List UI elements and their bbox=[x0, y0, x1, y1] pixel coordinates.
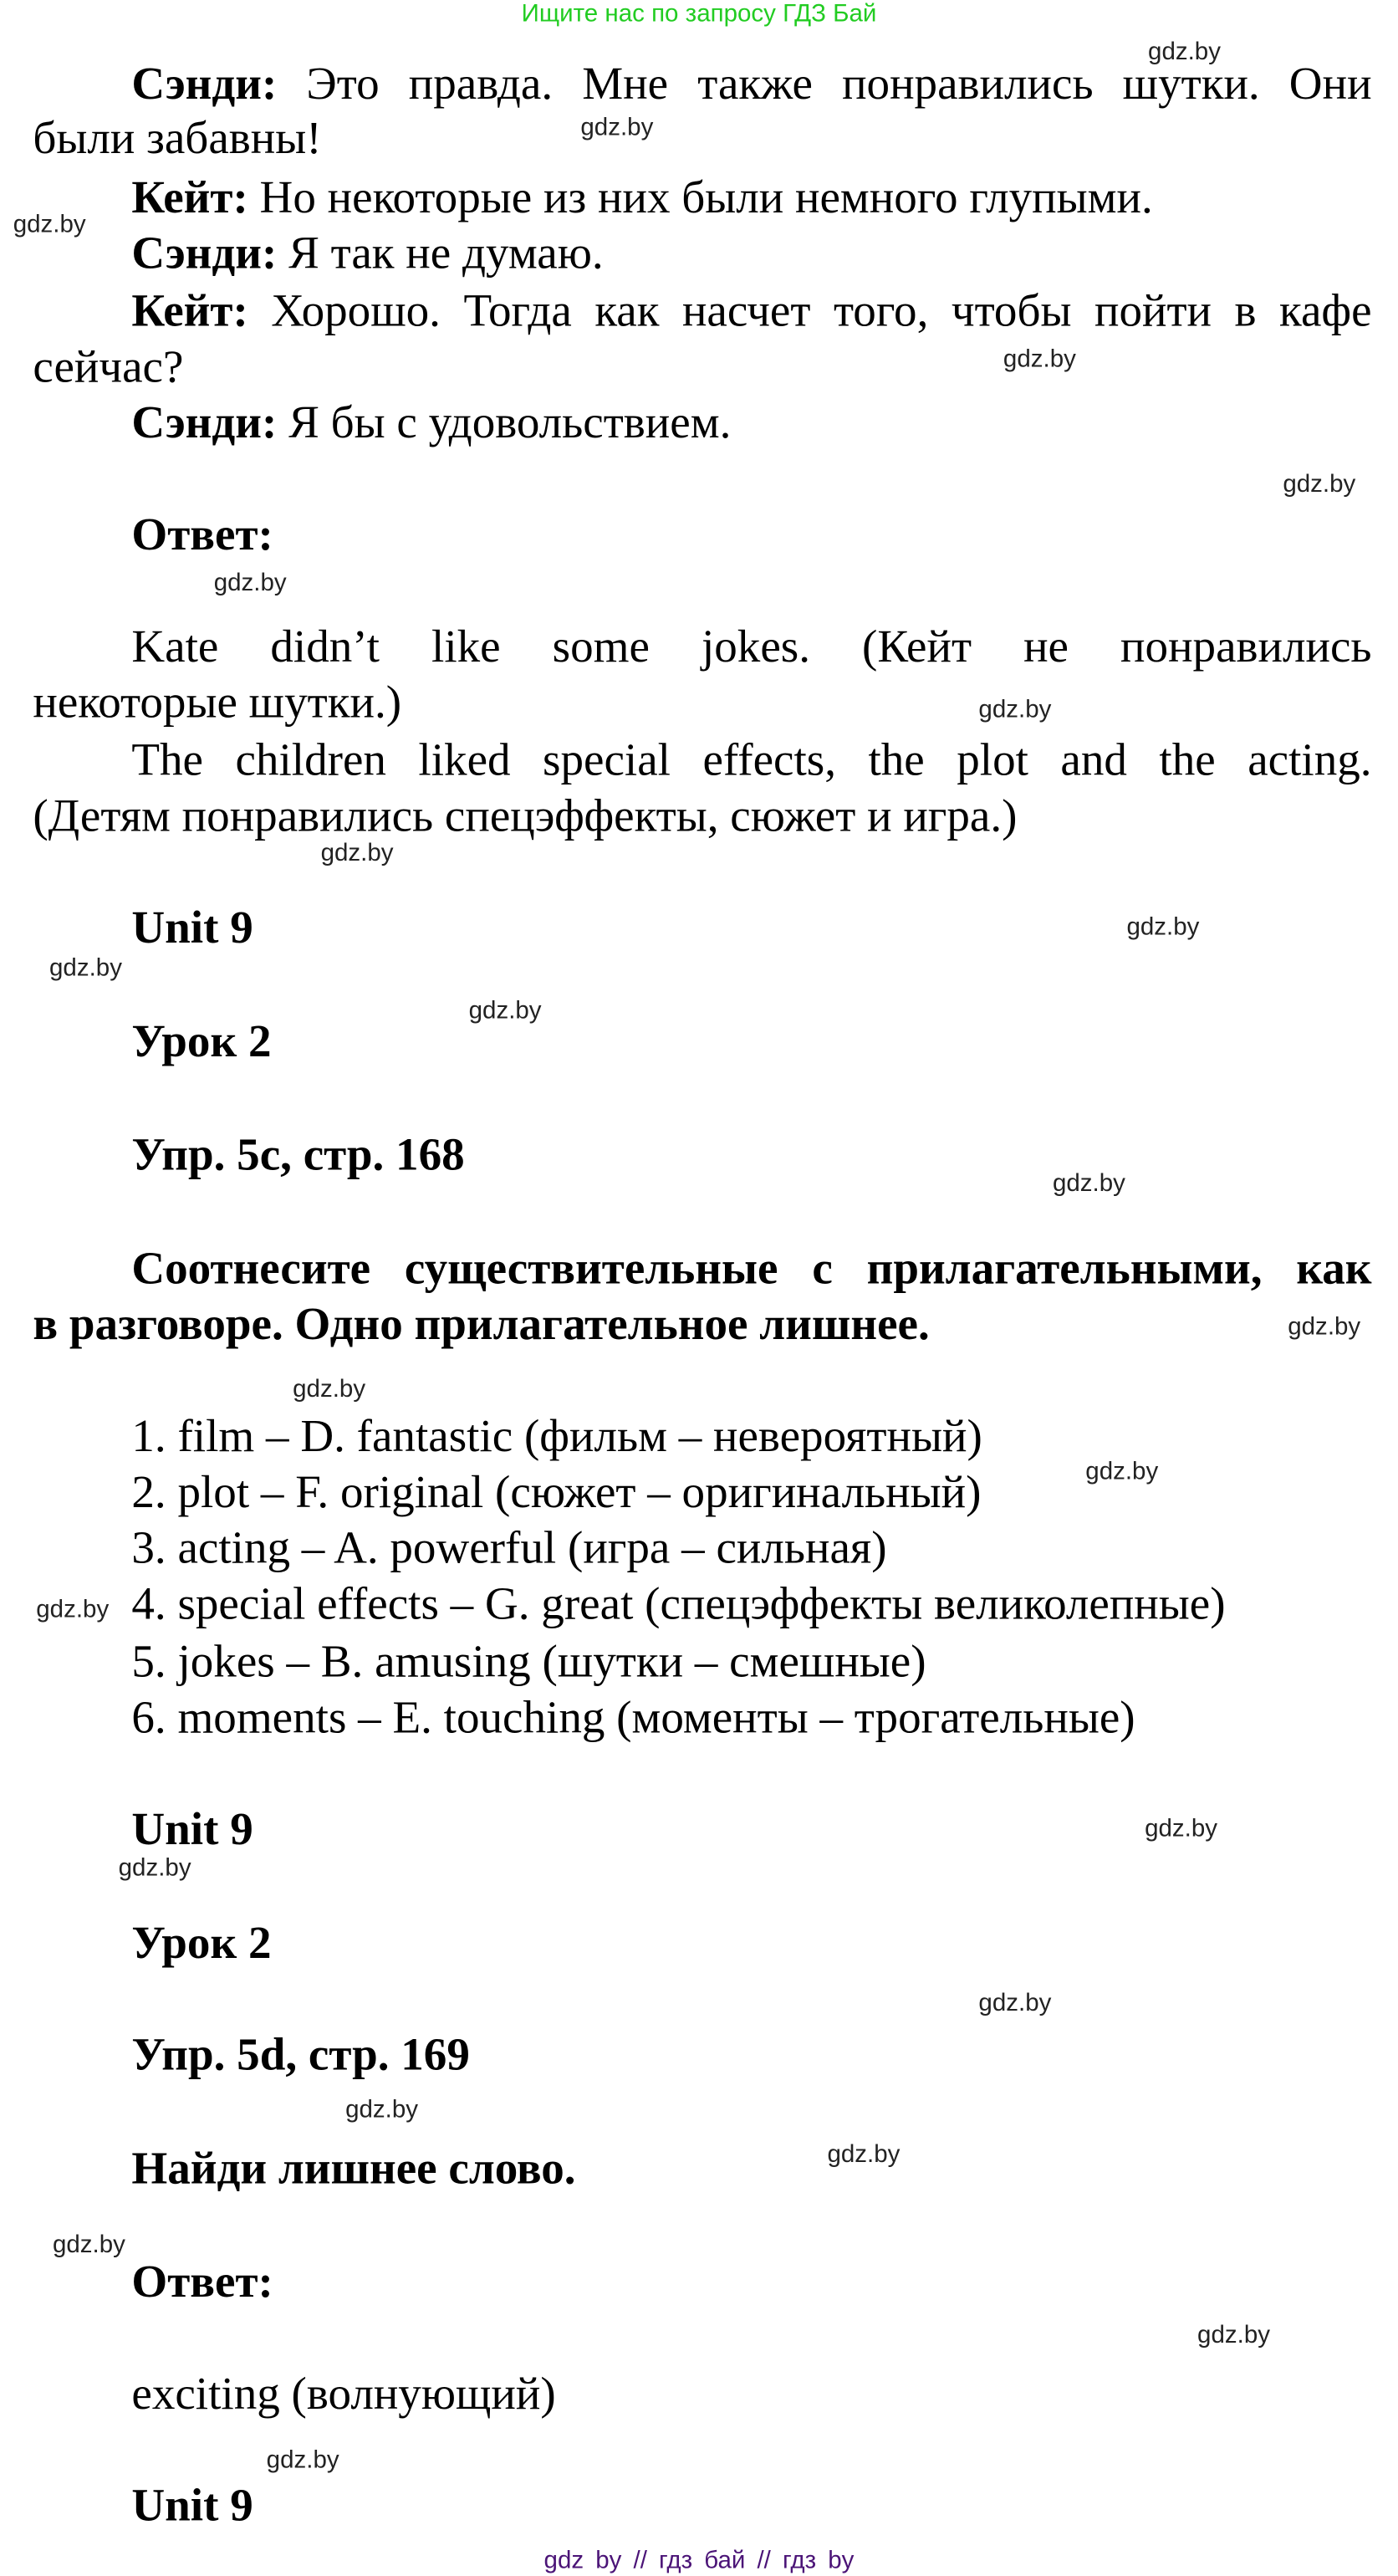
site-footer[interactable]: gdz by // гдз бай // гдз by bbox=[543, 2547, 855, 2575]
watermark: gdz.by bbox=[1288, 1312, 1361, 1342]
watermark: gdz.by bbox=[468, 997, 542, 1025]
watermark: gdz.by bbox=[827, 2140, 901, 2169]
answer-text: некоторые шутки.) bbox=[33, 677, 402, 729]
unit-heading: Unit 9 bbox=[131, 2481, 253, 2533]
site-header[interactable]: Ищите нас по запросу ГДЗ Бай bbox=[521, 0, 877, 28]
watermark: gdz.by bbox=[1126, 912, 1200, 942]
list-item: 3. acting – A. powerful (игра – сильная) bbox=[131, 1523, 887, 1575]
watermark: gdz.by bbox=[345, 2096, 419, 2124]
exercise-heading: Упр. 5с, стр. 168 bbox=[131, 1130, 465, 1182]
watermark: gdz.by bbox=[213, 569, 287, 598]
list-item: 5. jokes – B. amusing (шутки – смешные) bbox=[131, 1637, 926, 1689]
answer-label: Ответ: bbox=[131, 2257, 273, 2308]
watermark: gdz.by bbox=[1148, 38, 1221, 66]
list-item: 4. special effects – G. great (спецэффекты великолепные) bbox=[131, 1579, 1226, 1631]
watermark: gdz.by bbox=[36, 1596, 110, 1624]
dialog-line: Кейт: Но некоторые из них были немного глупыми. bbox=[131, 172, 1153, 224]
watermark: gdz.by bbox=[266, 2446, 339, 2475]
answer-label: Ответ: bbox=[131, 509, 273, 561]
dialog-line: были забавны! bbox=[33, 113, 322, 165]
answer-text: Kate didn’t like some jokes. (Кейт не понравились bbox=[131, 621, 1372, 673]
dialog-line: Сэнди: Я бы с удовольствием. bbox=[131, 398, 732, 450]
dialog-line: сейчас? bbox=[33, 342, 184, 394]
watermark: gdz.by bbox=[1085, 1457, 1159, 1486]
answer-text: exciting (волнующий) bbox=[131, 2369, 556, 2420]
lesson-heading: Урок 2 bbox=[131, 1016, 272, 1068]
watermark: gdz.by bbox=[52, 2231, 125, 2259]
task-text: Соотнесите существительные с прилагательными, как bbox=[131, 1244, 1372, 1296]
watermark: gdz.by bbox=[13, 210, 86, 239]
dialog-line: Сэнди: Я так не думаю. bbox=[131, 228, 604, 280]
watermark: gdz.by bbox=[1197, 2321, 1271, 2350]
watermark: gdz.by bbox=[49, 953, 122, 983]
task-text: в разговоре. Одно прилагательное лишнее. bbox=[33, 1300, 930, 1351]
watermark: gdz.by bbox=[118, 1853, 191, 1883]
watermark: gdz.by bbox=[978, 1989, 1052, 2017]
watermark: gdz.by bbox=[1283, 470, 1356, 499]
watermark: gdz.by bbox=[978, 696, 1052, 724]
lesson-heading: Урок 2 bbox=[131, 1918, 272, 1970]
unit-heading: Unit 9 bbox=[131, 1804, 253, 1856]
watermark: gdz.by bbox=[1003, 345, 1076, 374]
list-item: 2. plot – F. original (сюжет – оригинальный) bbox=[131, 1467, 982, 1519]
exercise-heading: Упр. 5d, стр. 169 bbox=[131, 2030, 470, 2082]
watermark: gdz.by bbox=[320, 839, 394, 867]
list-item: 1. film – D. fantastic (фильм – невероятный) bbox=[131, 1411, 982, 1463]
answer-text: The children liked special effects, the plot and the acting. bbox=[131, 735, 1372, 787]
watermark: gdz.by bbox=[1052, 1169, 1125, 1199]
task-text: Найди лишнее слово. bbox=[131, 2144, 576, 2195]
dialog-line: Сэнди: Это правда. Мне также понравились шутки. Они bbox=[131, 59, 1372, 110]
unit-heading: Unit 9 bbox=[131, 902, 253, 954]
watermark: gdz.by bbox=[580, 113, 654, 142]
watermark: gdz.by bbox=[1145, 1814, 1218, 1843]
dialog-line: Кейт: Хорошо. Тогда как насчет того, чтобы пойти в кафе bbox=[131, 286, 1372, 338]
answer-text: (Детям понравились спецэффекты, сюжет и игра.) bbox=[33, 791, 1018, 843]
list-item: 6. moments – E. touching (моменты – трогательные) bbox=[131, 1693, 1135, 1745]
watermark: gdz.by bbox=[293, 1375, 366, 1403]
